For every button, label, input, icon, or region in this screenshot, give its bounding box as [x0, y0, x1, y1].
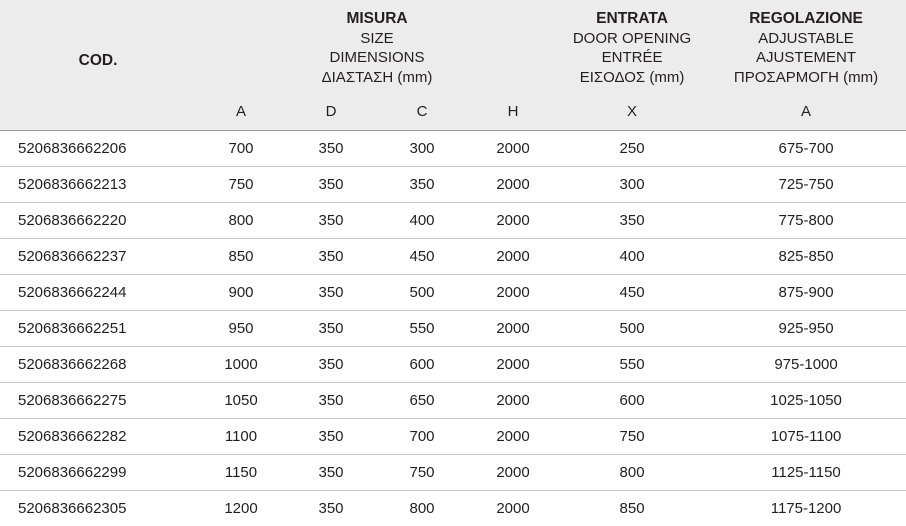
cell-code: 5206836662268 — [0, 347, 196, 383]
cell-value: 300 — [376, 131, 468, 167]
cell-value: 875-900 — [706, 275, 906, 311]
header-regolazione-block — [706, 9, 906, 86]
cell-value: 300 — [558, 167, 706, 203]
cell-value: 550 — [558, 347, 706, 383]
cell-value: 450 — [558, 275, 706, 311]
table-header — [0, 0, 906, 131]
cell-code: 5206836662251 — [0, 311, 196, 347]
cell-value: 675-700 — [706, 131, 906, 167]
cell-value: 350 — [286, 203, 376, 239]
cell-value: 350 — [286, 239, 376, 275]
header-letter-c: C — [376, 96, 468, 131]
cell-value: 925-950 — [706, 311, 906, 347]
header-entrata-line1: ENTRATA — [558, 9, 706, 29]
cell-value: 600 — [376, 347, 468, 383]
table-body — [0, 131, 906, 526]
cell-value: 350 — [376, 167, 468, 203]
cell-code: 5206836662206 — [0, 131, 196, 167]
cell-value: 800 — [376, 491, 468, 526]
cell-value: 350 — [286, 491, 376, 526]
cell-value: 350 — [286, 311, 376, 347]
cell-value: 350 — [286, 419, 376, 455]
table-row — [0, 419, 906, 455]
cell-value: 2000 — [468, 203, 558, 239]
cell-value: 2000 — [468, 347, 558, 383]
header-regolazione-line2: ADJUSTABLE — [706, 29, 906, 48]
cell-value: 500 — [376, 275, 468, 311]
header-letter-x: X — [558, 96, 706, 131]
table-row — [0, 347, 906, 383]
cell-value: 1000 — [196, 347, 286, 383]
cell-value: 1025-1050 — [706, 383, 906, 419]
cell-code: 5206836662305 — [0, 491, 196, 526]
cell-value: 800 — [558, 455, 706, 491]
header-regolazione-line4: ΠΡΟΣΑΡΜΟΓΗ (mm) — [706, 68, 906, 87]
table-row — [0, 203, 906, 239]
cell-value: 400 — [376, 203, 468, 239]
cell-value: 1125-1150 — [706, 455, 906, 491]
cell-value: 350 — [558, 203, 706, 239]
header-group-misura — [196, 0, 558, 96]
cell-value: 2000 — [468, 239, 558, 275]
cell-value: 650 — [376, 383, 468, 419]
header-entrata-line4: ΕΙΣΟΔΟΣ (mm) — [558, 68, 706, 87]
table-row — [0, 275, 906, 311]
table-row — [0, 491, 906, 526]
cell-value: 2000 — [468, 167, 558, 203]
table-row — [0, 455, 906, 491]
header-letter-cod — [0, 96, 196, 131]
cell-value: 800 — [196, 203, 286, 239]
cell-value: 1175-1200 — [706, 491, 906, 526]
header-regolazione-line3: AJUSTEMENT — [706, 48, 906, 67]
cell-value: 400 — [558, 239, 706, 275]
header-letter-d: D — [286, 96, 376, 131]
cell-value: 750 — [558, 419, 706, 455]
header-group-entrata — [558, 0, 706, 96]
cell-code: 5206836662220 — [0, 203, 196, 239]
table-row — [0, 239, 906, 275]
cell-value: 725-750 — [706, 167, 906, 203]
cell-value: 700 — [376, 419, 468, 455]
cell-code: 5206836662299 — [0, 455, 196, 491]
header-misura-line4: ΔΙΑΣΤΑΣΗ (mm) — [196, 68, 558, 87]
cell-value: 550 — [376, 311, 468, 347]
cell-value: 900 — [196, 275, 286, 311]
cell-value: 850 — [558, 491, 706, 526]
header-misura-line2: SIZE — [196, 29, 558, 48]
cell-value: 2000 — [468, 455, 558, 491]
cell-value: 350 — [286, 383, 376, 419]
cell-value: 2000 — [468, 419, 558, 455]
cell-value: 1150 — [196, 455, 286, 491]
cell-value: 775-800 — [706, 203, 906, 239]
header-group-regolazione — [706, 0, 906, 96]
cell-value: 750 — [376, 455, 468, 491]
table-row — [0, 167, 906, 203]
cell-value: 1075-1100 — [706, 419, 906, 455]
cell-value: 350 — [286, 455, 376, 491]
table-row — [0, 383, 906, 419]
cell-value: 350 — [286, 131, 376, 167]
cell-value: 2000 — [468, 131, 558, 167]
header-group-cod — [0, 0, 196, 96]
cell-value: 1100 — [196, 419, 286, 455]
cell-value: 250 — [558, 131, 706, 167]
table-row — [0, 311, 906, 347]
cell-value: 2000 — [468, 275, 558, 311]
cell-value: 2000 — [468, 383, 558, 419]
cell-value: 1050 — [196, 383, 286, 419]
header-letter-h: H — [468, 96, 558, 131]
cell-value: 825-850 — [706, 239, 906, 275]
cell-value: 350 — [286, 167, 376, 203]
header-misura-block — [196, 9, 558, 86]
header-cod-label: COD. — [0, 26, 196, 70]
cell-value: 500 — [558, 311, 706, 347]
header-misura-line1: MISURA — [196, 9, 558, 29]
cell-value: 600 — [558, 383, 706, 419]
cell-value: 350 — [286, 275, 376, 311]
table-row — [0, 131, 906, 167]
cell-value: 850 — [196, 239, 286, 275]
cell-value: 450 — [376, 239, 468, 275]
header-group-row — [0, 0, 906, 96]
header-letter-a: A — [196, 96, 286, 131]
header-entrata-line2: DOOR OPENING — [558, 29, 706, 48]
cell-code: 5206836662213 — [0, 167, 196, 203]
cell-code: 5206836662282 — [0, 419, 196, 455]
header-entrata-line3: ENTRÉE — [558, 48, 706, 67]
header-entrata-block — [558, 9, 706, 86]
cell-value: 2000 — [468, 311, 558, 347]
cell-code: 5206836662237 — [0, 239, 196, 275]
cell-value: 975-1000 — [706, 347, 906, 383]
cell-value: 1200 — [196, 491, 286, 526]
cell-code: 5206836662275 — [0, 383, 196, 419]
cell-code: 5206836662244 — [0, 275, 196, 311]
header-misura-line3: DIMENSIONS — [196, 48, 558, 67]
header-letters-row — [0, 96, 906, 131]
header-letter-reg-a: A — [706, 96, 906, 131]
cell-value: 350 — [286, 347, 376, 383]
header-regolazione-line1: REGOLAZIONE — [706, 9, 906, 29]
cell-value: 750 — [196, 167, 286, 203]
cell-value: 950 — [196, 311, 286, 347]
cell-value: 700 — [196, 131, 286, 167]
cell-value: 2000 — [468, 491, 558, 526]
